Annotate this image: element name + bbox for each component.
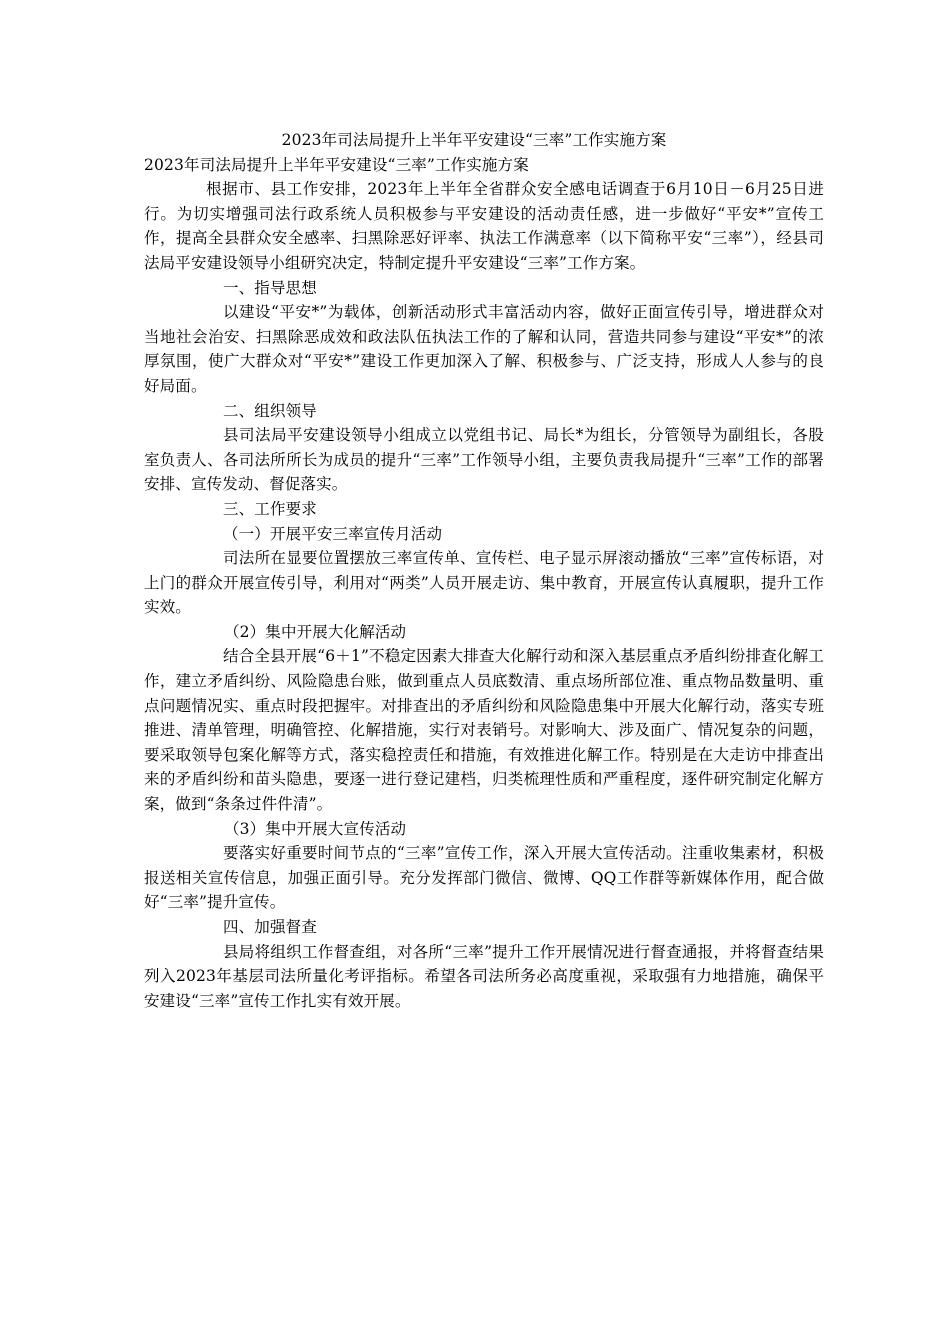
- subsection-heading-resolution: （2）集中开展大化解活动: [224, 622, 407, 641]
- document-subtitle: 2023年司法局提升上半年平安建设“三率”工作实施方案: [144, 155, 529, 174]
- section-body-guiding-ideology: 以建设“平安*”为载体，创新活动形式丰富活动内容，做好正面宣传引导，增进群众对当地社会治安、扫黑除恶成效和政法队伍执法工作的了解和认同，营造共同参与建设“平安*”的浓厚氛围，使广大群众对“平安*”建设工作更加深入了解、积极参与、广泛支持，形成人人参与的良好局面。: [144, 303, 824, 395]
- document-body: [144, 124, 824, 1013]
- subsection-heading-publicity: （3）集中开展大宣传活动: [224, 819, 407, 838]
- section-body-organization: 县司法局平安建设领导小组成立以党组书记、局长*为组长，分管领导为副组长，各股室负责人、各司法所所长为成员的提升“三率”工作领导小组，主要负责我局提升“三率”工作的部署安排、宣传发动、督促落实。: [144, 426, 824, 494]
- section-heading-organization: 二、组织领导: [223, 401, 317, 420]
- document-title: 2023年司法局提升上半年平安建设“三率”工作实施方案: [281, 131, 667, 149]
- section-heading-guiding-ideology: 一、指导思想: [223, 278, 317, 297]
- section-heading-supervision: 四、加强督查: [223, 918, 317, 936]
- subsection-body-resolution: 结合全县开展“6＋1”不稳定因素大排查大化解行动和深入基层重点矛盾纠纷排查化解工作，建立矛盾纠纷、风险隐患台账，做到重点人员底数清、重点场所部位准、重点物品数量明、重点问题情况实、重点时段把握牢。对排查出的矛盾纠纷和风险隐患集中开展大化解行动，落实专班推进、清单管理，明确管控、化解措施，实行对表销号。对影响大、涉及面广、情况复杂的问题，要采取领导包案化解等方式，落实稳控责任和措施，有效推进化解工作。特别是在大走访中排查出来的矛盾纠纷和苗头隐患，要逐一进行登记建档，归类梳理性质和严重程度，逐件研究制定化解方案，做到“条条过件件清”。: [144, 647, 824, 814]
- subsection-heading-publicity-month: （一）开展平安三率宣传月活动: [223, 524, 443, 543]
- intro-paragraph: 根据市、县工作安排，2023年上半年全省群众安全感电话调查于6月10日－6月25日进行。为切实增强司法行政系统人员积极参与平安建设的活动责任感，进一步做好“平安*”宣传工作，提高全县群众安全感率、扫黑除恶好评率、执法工作满意率（以下简称平安“三率”），经县司法局平安建设领导小组研究决定，特制定提升平安建设“三率”工作方案。: [144, 180, 824, 272]
- subsection-body-publicity: 要落实好重要时间节点的“三率”宣传工作，深入开展大宣传活动。注重收集素材，积极报送相关宣传信息，加强正面引导。充分发挥部门微信、微博、QQ工作群等新媒体作用，配合做好“三率”提升宣传。: [144, 844, 824, 912]
- subsection-body-publicity-month: 司法所在显要位置摆放三率宣传单、宣传栏、电子显示屏滚动播放“三率”宣传标语，对上门的群众开展宣传引导，利用对“两类”人员开展走访、集中教育，开展宣传认真履职，提升工作实效。: [144, 549, 824, 617]
- section-body-supervision: 县局将组织工作督查组，对各所“三率”提升工作开展情况进行督查通报，并将督查结果列入2023年基层司法所量化考评指标。希望各司法所务必高度重视，采取强有力地措施，确保平安建设“三率”宣传工作扎实有效开展。: [144, 942, 824, 1010]
- section-heading-requirements: 三、工作要求: [223, 499, 317, 518]
